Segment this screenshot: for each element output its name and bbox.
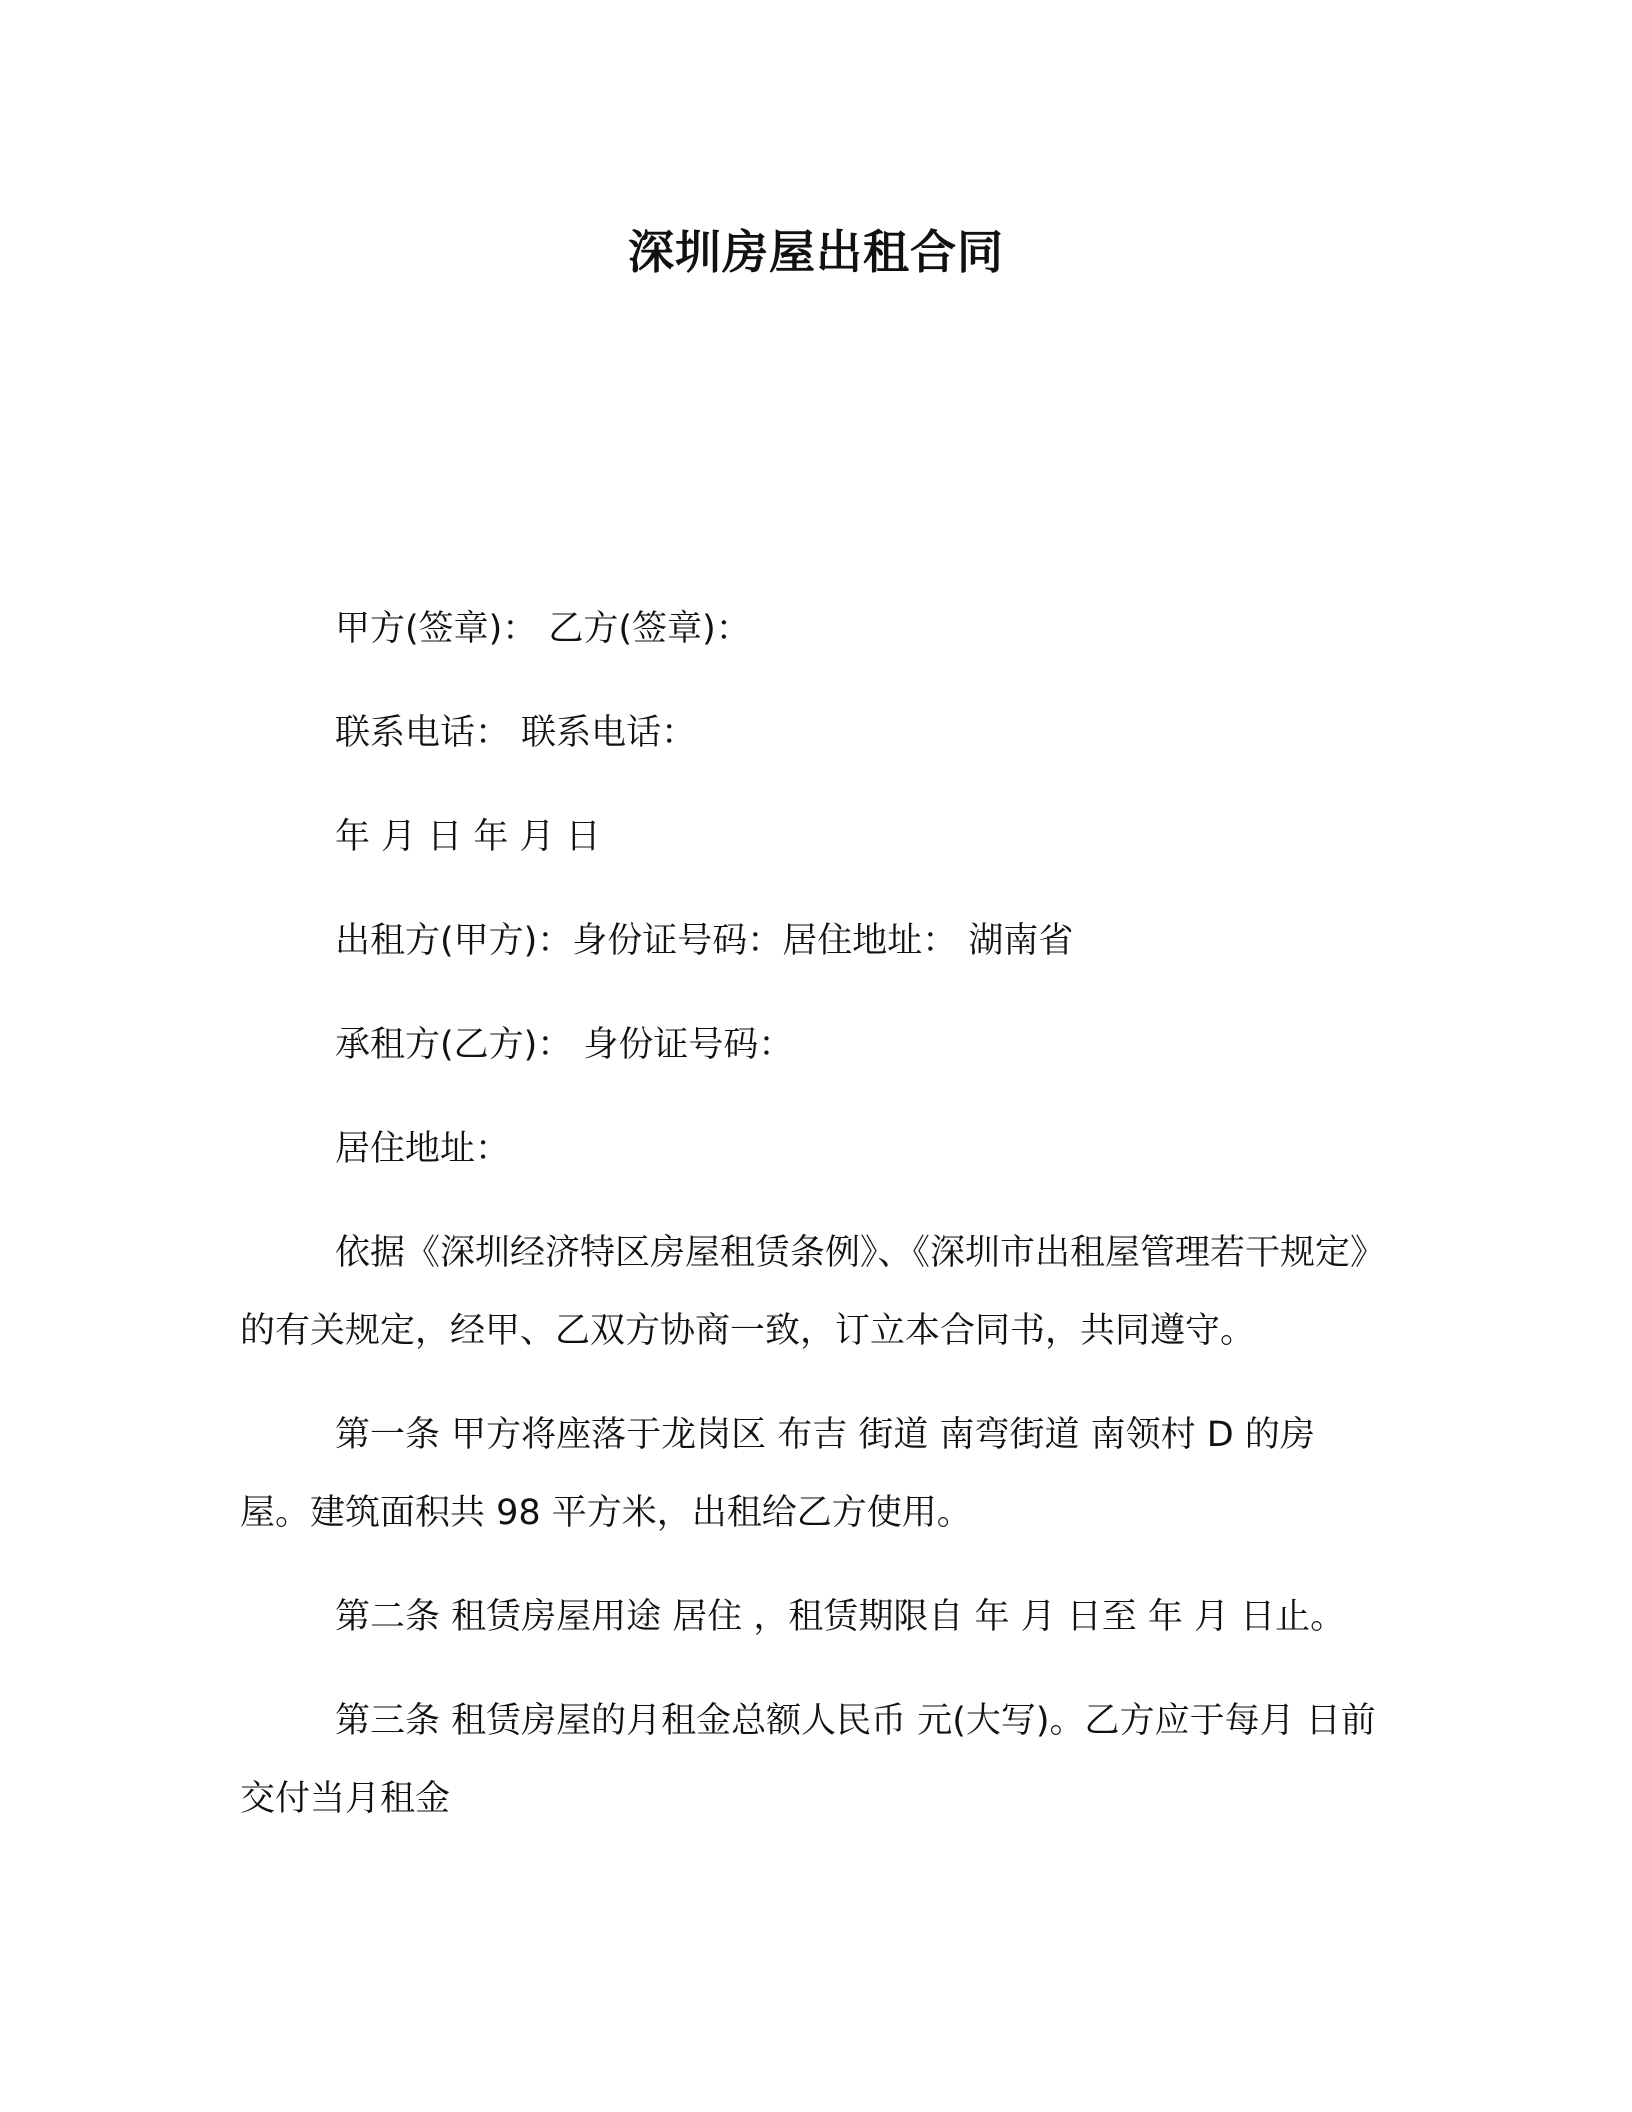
article-two: 第二条 租赁房屋用途 居住 ，租赁期限自 年 月 日至 年 月 日止。 xyxy=(335,1597,1346,1637)
signature-line: 甲方(签章)： 乙方(签章)： xyxy=(335,609,751,649)
article-three: 第三条 租赁房屋的月租金总额人民币 元(大写)。乙方应于每月 日前交付当月租金 xyxy=(240,1701,1376,1819)
basis-paragraph: 依据《深圳经济特区房屋租赁条例》、《深圳市出租屋管理若干规定》的有关规定，经甲、乙双方协商一致，订立本合同书，共同遵守。 xyxy=(240,1233,1368,1351)
address-line: 居住地址： xyxy=(335,1129,511,1169)
lessor-line: 出租方(甲方)：身份证号码：居住地址： 湖南省 xyxy=(335,921,1074,961)
lessee-line: 承租方(乙方)： 身份证号码： xyxy=(335,1025,794,1065)
document-title: 深圳房屋出租合同 xyxy=(628,225,1004,279)
contract-body xyxy=(240,590,1380,1864)
phone-line: 联系电话： 联系电话： xyxy=(335,713,697,753)
date-line: 年 月 日 年 月 日 xyxy=(335,817,601,857)
article-one: 第一条 甲方将座落于龙岗区 布吉 街道 南弯街道 南领村 D 的房屋。建筑面积共 98 平方米，出租给乙方使用。 xyxy=(240,1415,1315,1533)
